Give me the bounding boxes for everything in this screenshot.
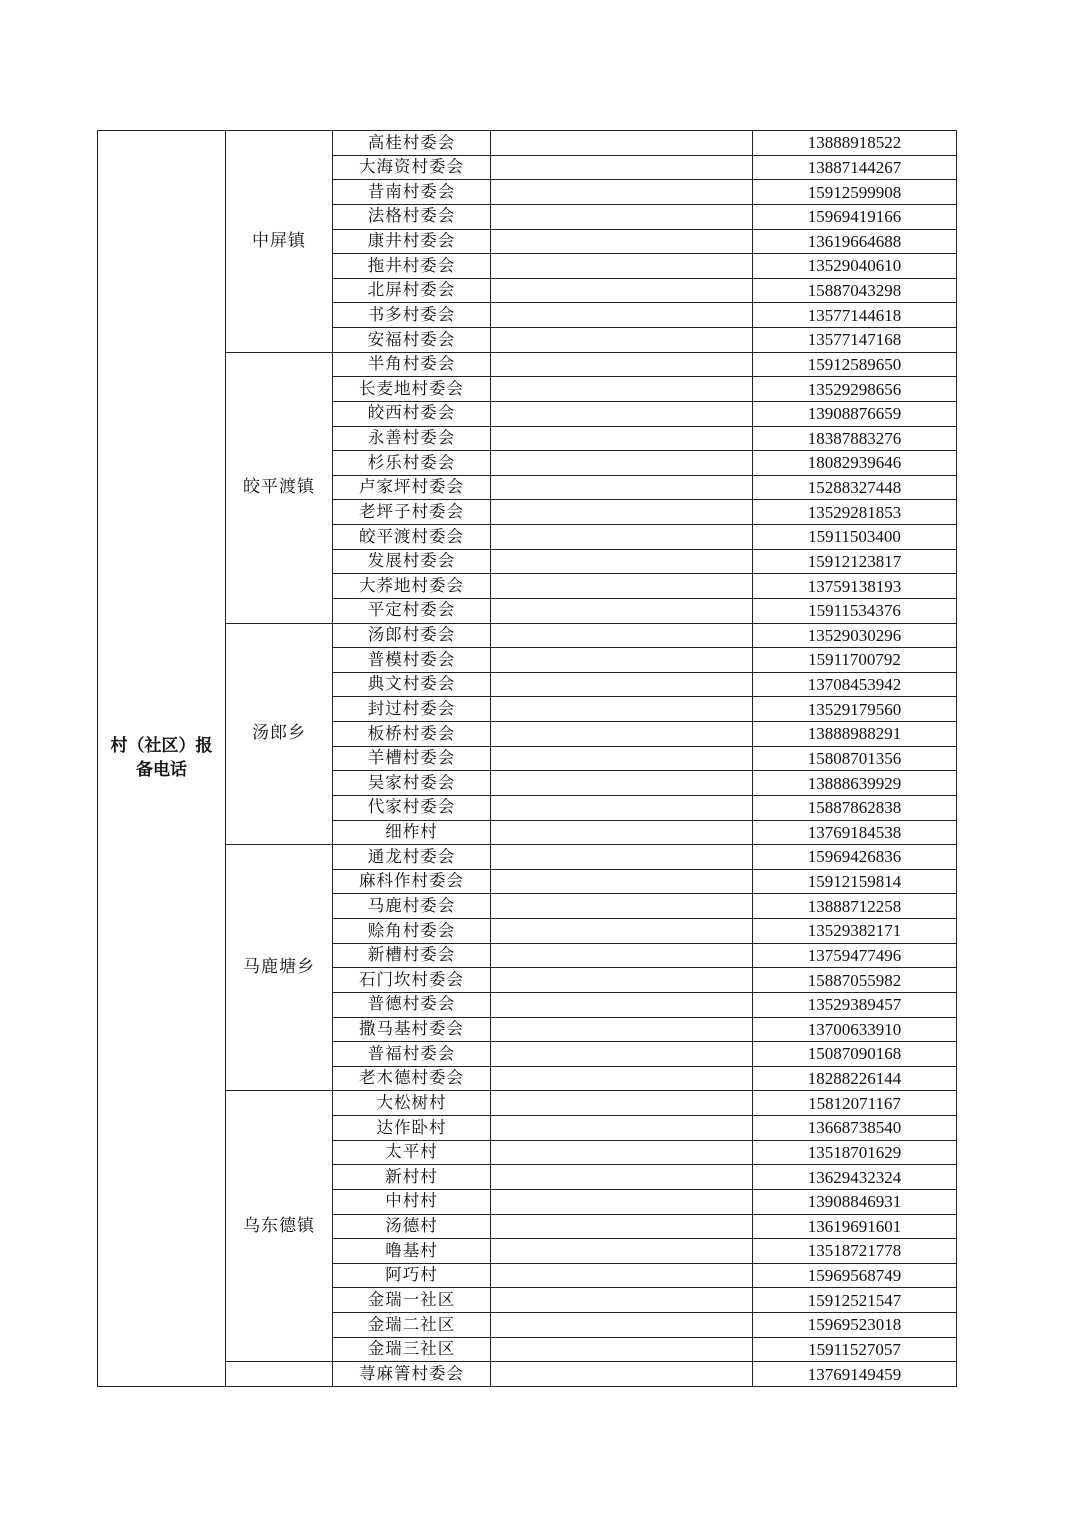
empty-cell bbox=[491, 598, 753, 623]
village-name-cell: 拖井村委会 bbox=[333, 254, 491, 279]
village-name-cell: 新槽村委会 bbox=[333, 943, 491, 968]
empty-cell bbox=[491, 204, 753, 229]
village-name-cell: 荨麻箐村委会 bbox=[333, 1362, 491, 1387]
empty-cell bbox=[491, 1140, 753, 1165]
phone-number-cell: 15912599908 bbox=[753, 180, 957, 205]
phone-number-cell: 13888639929 bbox=[753, 771, 957, 796]
phone-number-cell: 13619664688 bbox=[753, 229, 957, 254]
empty-cell bbox=[491, 1239, 753, 1264]
phone-number-cell: 13529298656 bbox=[753, 377, 957, 402]
empty-cell bbox=[491, 771, 753, 796]
village-name-cell: 半角村委会 bbox=[333, 352, 491, 377]
empty-cell bbox=[491, 229, 753, 254]
village-name-cell: 赊角村委会 bbox=[333, 919, 491, 944]
empty-cell bbox=[491, 672, 753, 697]
village-name-cell: 金瑞三社区 bbox=[333, 1337, 491, 1362]
phone-number-cell: 15087090168 bbox=[753, 1042, 957, 1067]
village-name-cell: 永善村委会 bbox=[333, 426, 491, 451]
empty-cell bbox=[491, 697, 753, 722]
phone-number-cell: 13769184538 bbox=[753, 820, 957, 845]
empty-cell bbox=[491, 1313, 753, 1338]
empty-cell bbox=[491, 451, 753, 476]
village-name-cell: 羊槽村委会 bbox=[333, 746, 491, 771]
village-name-cell: 细柞村 bbox=[333, 820, 491, 845]
phone-number-cell: 15911527057 bbox=[753, 1337, 957, 1362]
phone-number-cell: 15969426836 bbox=[753, 845, 957, 870]
town-name-cell: 皎平渡镇 bbox=[226, 352, 333, 623]
phone-number-cell: 13708453942 bbox=[753, 672, 957, 697]
village-name-cell: 板桥村委会 bbox=[333, 722, 491, 747]
table-row bbox=[98, 845, 957, 870]
phone-number-cell: 15887055982 bbox=[753, 968, 957, 993]
phone-number-cell: 13888918522 bbox=[753, 131, 957, 156]
empty-cell bbox=[491, 1214, 753, 1239]
empty-cell bbox=[491, 1165, 753, 1190]
village-name-cell: 典文村委会 bbox=[333, 672, 491, 697]
phone-number-cell: 13529040610 bbox=[753, 254, 957, 279]
category-label: 村（社区）报备电话 bbox=[98, 131, 226, 1387]
phone-number-cell: 13577147168 bbox=[753, 328, 957, 353]
phone-number-cell: 13619691601 bbox=[753, 1214, 957, 1239]
table-body bbox=[98, 131, 957, 1387]
empty-cell bbox=[491, 894, 753, 919]
phone-number-cell: 15969419166 bbox=[753, 204, 957, 229]
table-row bbox=[98, 623, 957, 648]
empty-cell bbox=[491, 131, 753, 156]
village-name-cell: 卢家坪村委会 bbox=[333, 475, 491, 500]
empty-cell bbox=[491, 303, 753, 328]
village-name-cell: 大海资村委会 bbox=[333, 155, 491, 180]
phone-number-cell: 13529179560 bbox=[753, 697, 957, 722]
village-name-cell: 北屏村委会 bbox=[333, 278, 491, 303]
empty-cell bbox=[491, 475, 753, 500]
village-name-cell: 皎西村委会 bbox=[333, 401, 491, 426]
empty-cell bbox=[491, 845, 753, 870]
phone-number-cell: 13888712258 bbox=[753, 894, 957, 919]
phone-number-cell: 13759477496 bbox=[753, 943, 957, 968]
phone-number-cell: 13629432324 bbox=[753, 1165, 957, 1190]
town-name-cell: 马鹿塘乡 bbox=[226, 845, 333, 1091]
phone-directory-table bbox=[97, 130, 957, 1387]
empty-cell bbox=[491, 795, 753, 820]
village-name-cell: 平定村委会 bbox=[333, 598, 491, 623]
village-name-cell: 金瑞一社区 bbox=[333, 1288, 491, 1313]
phone-number-cell: 15808701356 bbox=[753, 746, 957, 771]
empty-cell bbox=[491, 869, 753, 894]
village-name-cell: 中村村 bbox=[333, 1189, 491, 1214]
phone-number-cell: 15887862838 bbox=[753, 795, 957, 820]
phone-number-cell: 15912521547 bbox=[753, 1288, 957, 1313]
phone-number-cell: 13888988291 bbox=[753, 722, 957, 747]
phone-number-cell: 15912159814 bbox=[753, 869, 957, 894]
empty-cell bbox=[491, 623, 753, 648]
phone-number-cell: 13700633910 bbox=[753, 1017, 957, 1042]
empty-cell bbox=[491, 549, 753, 574]
empty-cell bbox=[491, 401, 753, 426]
village-name-cell: 达作卧村 bbox=[333, 1116, 491, 1141]
village-name-cell: 杉乐村委会 bbox=[333, 451, 491, 476]
empty-cell bbox=[491, 1263, 753, 1288]
empty-cell bbox=[491, 1337, 753, 1362]
phone-number-cell: 13529389457 bbox=[753, 992, 957, 1017]
phone-number-cell: 13529030296 bbox=[753, 623, 957, 648]
empty-cell bbox=[491, 254, 753, 279]
phone-number-cell: 18082939646 bbox=[753, 451, 957, 476]
empty-cell bbox=[491, 1042, 753, 1067]
phone-number-cell: 13759138193 bbox=[753, 574, 957, 599]
village-name-cell: 普模村委会 bbox=[333, 648, 491, 673]
empty-cell bbox=[491, 1091, 753, 1116]
empty-cell bbox=[491, 278, 753, 303]
village-name-cell: 老坪子村委会 bbox=[333, 500, 491, 525]
empty-cell bbox=[491, 943, 753, 968]
village-name-cell: 麻科作村委会 bbox=[333, 869, 491, 894]
empty-cell bbox=[491, 426, 753, 451]
village-name-cell: 汤郎村委会 bbox=[333, 623, 491, 648]
village-name-cell: 封过村委会 bbox=[333, 697, 491, 722]
empty-cell bbox=[491, 1017, 753, 1042]
village-name-cell: 书多村委会 bbox=[333, 303, 491, 328]
phone-number-cell: 13518721778 bbox=[753, 1239, 957, 1264]
village-name-cell: 大松树村 bbox=[333, 1091, 491, 1116]
phone-number-cell: 13577144618 bbox=[753, 303, 957, 328]
empty-cell bbox=[491, 525, 753, 550]
village-name-cell: 马鹿村委会 bbox=[333, 894, 491, 919]
village-name-cell: 普福村委会 bbox=[333, 1042, 491, 1067]
phone-number-cell: 15911534376 bbox=[753, 598, 957, 623]
empty-cell bbox=[491, 180, 753, 205]
phone-number-cell: 15912589650 bbox=[753, 352, 957, 377]
empty-cell bbox=[491, 155, 753, 180]
phone-number-cell: 13769149459 bbox=[753, 1362, 957, 1387]
village-name-cell: 汤德村 bbox=[333, 1214, 491, 1239]
empty-cell bbox=[491, 377, 753, 402]
village-name-cell: 昔南村委会 bbox=[333, 180, 491, 205]
empty-cell bbox=[491, 722, 753, 747]
village-name-cell: 金瑞二社区 bbox=[333, 1313, 491, 1338]
phone-number-cell: 13529281853 bbox=[753, 500, 957, 525]
phone-number-cell: 13668738540 bbox=[753, 1116, 957, 1141]
village-name-cell: 法格村委会 bbox=[333, 204, 491, 229]
phone-number-cell: 15911503400 bbox=[753, 525, 957, 550]
village-name-cell: 高桂村委会 bbox=[333, 131, 491, 156]
empty-cell bbox=[491, 746, 753, 771]
phone-number-cell: 15887043298 bbox=[753, 278, 957, 303]
table-row bbox=[98, 131, 957, 156]
phone-number-cell: 15812071167 bbox=[753, 1091, 957, 1116]
village-name-cell: 阿巧村 bbox=[333, 1263, 491, 1288]
empty-cell bbox=[491, 352, 753, 377]
empty-cell bbox=[491, 648, 753, 673]
village-name-cell: 康井村委会 bbox=[333, 229, 491, 254]
village-name-cell: 发展村委会 bbox=[333, 549, 491, 574]
village-name-cell: 石门坎村委会 bbox=[333, 968, 491, 993]
town-name-cell: 中屏镇 bbox=[226, 131, 333, 353]
empty-cell bbox=[491, 968, 753, 993]
village-name-cell: 通龙村委会 bbox=[333, 845, 491, 870]
town-name-cell bbox=[226, 1362, 333, 1387]
village-name-cell: 安福村委会 bbox=[333, 328, 491, 353]
phone-number-cell: 13908876659 bbox=[753, 401, 957, 426]
empty-cell bbox=[491, 1066, 753, 1091]
empty-cell bbox=[491, 820, 753, 845]
phone-number-cell: 15969568749 bbox=[753, 1263, 957, 1288]
empty-cell bbox=[491, 992, 753, 1017]
empty-cell bbox=[491, 500, 753, 525]
village-name-cell: 撒马基村委会 bbox=[333, 1017, 491, 1042]
empty-cell bbox=[491, 1189, 753, 1214]
phone-number-cell: 15969523018 bbox=[753, 1313, 957, 1338]
empty-cell bbox=[491, 1362, 753, 1387]
town-name-cell: 乌东德镇 bbox=[226, 1091, 333, 1362]
table-row bbox=[98, 352, 957, 377]
village-name-cell: 大荞地村委会 bbox=[333, 574, 491, 599]
phone-number-cell: 15911700792 bbox=[753, 648, 957, 673]
village-name-cell: 普德村委会 bbox=[333, 992, 491, 1017]
phone-number-cell: 15288327448 bbox=[753, 475, 957, 500]
village-name-cell: 老木德村委会 bbox=[333, 1066, 491, 1091]
table-row bbox=[98, 1362, 957, 1387]
village-name-cell: 吴家村委会 bbox=[333, 771, 491, 796]
phone-number-cell: 13908846931 bbox=[753, 1189, 957, 1214]
village-name-cell: 代家村委会 bbox=[333, 795, 491, 820]
phone-number-cell: 15912123817 bbox=[753, 549, 957, 574]
phone-number-cell: 18387883276 bbox=[753, 426, 957, 451]
town-name-cell: 汤郎乡 bbox=[226, 623, 333, 845]
phone-number-cell: 13518701629 bbox=[753, 1140, 957, 1165]
empty-cell bbox=[491, 574, 753, 599]
table-row bbox=[98, 1091, 957, 1116]
village-name-cell: 新村村 bbox=[333, 1165, 491, 1190]
empty-cell bbox=[491, 328, 753, 353]
village-name-cell: 噜基村 bbox=[333, 1239, 491, 1264]
village-name-cell: 长麦地村委会 bbox=[333, 377, 491, 402]
village-name-cell: 皎平渡村委会 bbox=[333, 525, 491, 550]
phone-number-cell: 13887144267 bbox=[753, 155, 957, 180]
phone-number-cell: 13529382171 bbox=[753, 919, 957, 944]
empty-cell bbox=[491, 1116, 753, 1141]
empty-cell bbox=[491, 919, 753, 944]
village-name-cell: 太平村 bbox=[333, 1140, 491, 1165]
phone-number-cell: 18288226144 bbox=[753, 1066, 957, 1091]
empty-cell bbox=[491, 1288, 753, 1313]
